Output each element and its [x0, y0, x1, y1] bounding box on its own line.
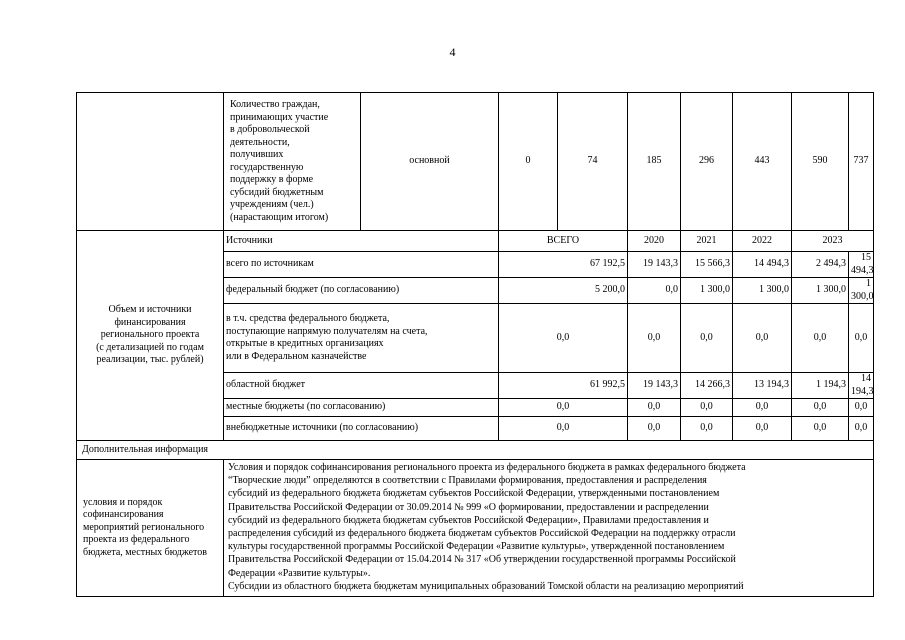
- funding-row-value: 0,0: [681, 417, 733, 441]
- additional-text-line: субсидий из федерального бюджета бюджетам субъектов Российской Федерации, утвержденными постановлением: [228, 488, 720, 500]
- funding-row-label: внебюджетные источники (по согласованию): [224, 417, 499, 441]
- funding-row-value: 14 266,3: [681, 373, 733, 399]
- funding-label-line: финансирования: [114, 316, 186, 328]
- funding-row-label: всего по источникам: [224, 252, 499, 278]
- indicator-name-line: Количество граждан,: [230, 99, 320, 110]
- additional-text-line: субсидий из федерального бюджета бюджетам субъектов Российской Федерации», Правилами предоставления и: [228, 514, 709, 526]
- additional-label: [77, 460, 224, 597]
- year-header: 2021: [681, 231, 733, 252]
- funding-row-value: 0,0: [792, 304, 849, 373]
- additional-label-line: софинансирования: [83, 509, 164, 521]
- indicator-name-line: (нарастающим итогом): [230, 211, 329, 223]
- funding-row-total: 5 200,0: [499, 278, 628, 304]
- indicator-value-2020: 185: [628, 93, 681, 231]
- funding-row-value: 0,0: [681, 304, 733, 373]
- funding-row-value: 1 300,0: [849, 278, 874, 304]
- funding-row-label: местные бюджеты (по согласованию): [224, 399, 499, 417]
- funding-row-value: 14 194,3: [849, 373, 874, 399]
- funding-row-value: 0,0: [681, 399, 733, 417]
- indicator-name-line: деятельности,: [230, 136, 290, 148]
- additional-text-line: Правительства Российской Федерации от 15.04.2014 № 317 «Об утверждении государственной программы Российской: [228, 554, 736, 566]
- additional-label-line: проекта из федерального: [83, 534, 190, 546]
- funding-row-value: 0,0: [733, 304, 792, 373]
- funding-row-value: 0,0: [628, 304, 681, 373]
- funding-row-value: 0,0: [792, 399, 849, 417]
- funding-row-value: 0,0: [849, 417, 874, 441]
- indicator-base-value: 0: [499, 93, 558, 231]
- funding-row-value: 0,0: [628, 278, 681, 304]
- additional-text-line: Правительства Российской Федерации от 30.09.2014 № 999 «О формировании, предоставлении и распределении: [228, 501, 709, 513]
- funding-label-line: регионального проекта: [100, 329, 200, 341]
- funding-label-line: Объем и источники: [108, 304, 192, 316]
- funding-row-value: 0,0: [792, 417, 849, 441]
- funding-row-value: 15 566,3: [681, 252, 733, 278]
- indicator-base-year-value: 74: [558, 93, 628, 231]
- additional-heading-row: [77, 441, 874, 460]
- additional-text: [224, 460, 874, 597]
- indicator-name-line: в добровольческой: [230, 124, 310, 135]
- additional-body-row: [77, 460, 874, 597]
- additional-text-line: распределения субсидий из федерального бюджета бюджетам субъектов Российской Федерации на поддержку отрасли: [228, 528, 736, 540]
- year-header: 2023: [792, 231, 874, 252]
- additional-text-line: культуры государственной программы Российской Федерации «Развитие культуры», утвержденной постановлением: [228, 541, 725, 553]
- funding-row-value: 0,0: [849, 399, 874, 417]
- funding-row-value: 1 194,3: [792, 373, 849, 399]
- additional-label-line: мероприятий регионального: [83, 521, 205, 533]
- funding-row-label: федеральный бюджет (по согласованию): [224, 278, 499, 304]
- funding-row-total: 67 192,5: [499, 252, 628, 278]
- project-table: [76, 92, 874, 597]
- funding-row-value: 14 494,3: [733, 252, 792, 278]
- indicator-name-line: принимающих участие: [230, 111, 329, 123]
- funding-row-value: 19 143,3: [628, 252, 681, 278]
- funding-row-label-line: или в Федеральном казначействе: [226, 350, 367, 362]
- funding-row-total: 0,0: [499, 304, 628, 373]
- indicator-value-2021: 296: [681, 93, 733, 231]
- additional-heading: Дополнительная информация: [77, 441, 874, 460]
- year-header: 2022: [733, 231, 792, 252]
- indicator-value-2023: 590: [792, 93, 849, 231]
- funding-label-line: (с детализацией по годам: [96, 341, 204, 353]
- funding-row-value: 19 143,3: [628, 373, 681, 399]
- indicator-row: [77, 93, 874, 231]
- indicator-blank-cell: [77, 93, 224, 231]
- sources-header: Источники: [224, 231, 499, 252]
- funding-row-value: 0,0: [628, 417, 681, 441]
- funding-label-line: реализации, тыс. рублей): [96, 354, 204, 366]
- page-number: 4: [449, 45, 456, 59]
- funding-row-value: 1 300,0: [733, 278, 792, 304]
- funding-row-total: 0,0: [499, 399, 628, 417]
- additional-label-line: бюджета, местных бюджетов: [83, 546, 207, 558]
- additional-text-line: Субсидии из областного бюджета бюджетам муниципальных образований Томской области на реализацию мероприятий: [228, 580, 744, 592]
- funding-row-total: 0,0: [499, 417, 628, 441]
- indicator-value-2024: 737: [849, 93, 874, 231]
- funding-row-label: областной бюджет: [224, 373, 499, 399]
- indicator-name-line: учреждениям (чел.): [230, 199, 314, 210]
- funding-row-value: 13 194,3: [733, 373, 792, 399]
- indicator-name-line: субсидий бюджетным: [230, 186, 324, 198]
- funding-row-value: 1 300,0: [792, 278, 849, 304]
- additional-text-line: Условия и порядок софинансирования регионального проекта из федерального бюджета в рамках федерального бюджета: [228, 462, 746, 473]
- indicator-name-line: получивших: [230, 149, 284, 160]
- total-header: ВСЕГО: [499, 231, 628, 252]
- funding-header-row: [77, 231, 874, 252]
- indicator-value-2022: 443: [733, 93, 792, 231]
- funding-row-value: 0,0: [628, 399, 681, 417]
- funding-section-label: [77, 231, 224, 441]
- funding-row-value: 0,0: [733, 417, 792, 441]
- funding-row-label: [224, 304, 499, 373]
- indicator-name-line: государственную: [230, 161, 304, 173]
- funding-row-value: 0,0: [849, 304, 874, 373]
- funding-row-total: 61 992,5: [499, 373, 628, 399]
- funding-row-value: 0,0: [733, 399, 792, 417]
- funding-row-label-line: поступающие напрямую получателям на счета,: [226, 325, 428, 337]
- funding-row-label-line: открытые в кредитных организациях: [226, 338, 384, 349]
- funding-row-value: 1 300,0: [681, 278, 733, 304]
- funding-row-value: 2 494,3: [792, 252, 849, 278]
- additional-label-line: условия и порядок: [83, 496, 163, 508]
- funding-row-value: 15 494,3: [849, 252, 874, 278]
- indicator-name-line: поддержку в форме: [230, 174, 314, 185]
- indicator-name: [224, 93, 361, 231]
- funding-row-label-line: в т.ч. средства федерального бюджета,: [226, 313, 390, 324]
- additional-text-line: Федерации «Развитие культуры».: [228, 567, 371, 579]
- year-header: 2020: [628, 231, 681, 252]
- indicator-type: основной: [361, 93, 499, 231]
- additional-text-line: “Творческие люди” определяются в соответствии с Правилами формирования, предоставления и распределения: [228, 475, 707, 487]
